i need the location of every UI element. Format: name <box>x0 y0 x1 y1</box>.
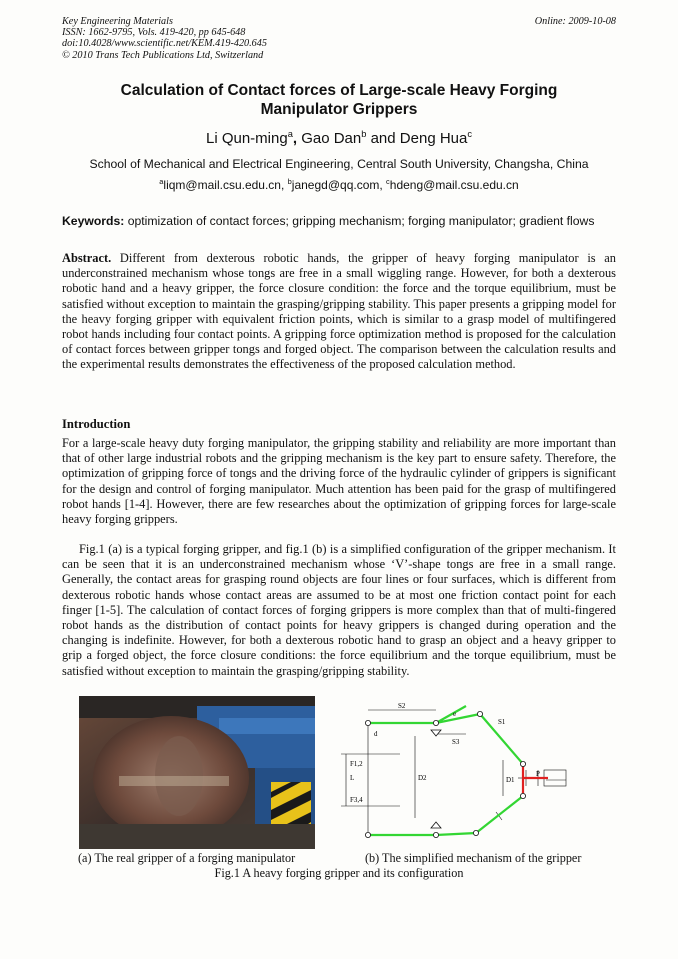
email-2: janegd@qq.com, <box>291 178 387 192</box>
intro-paragraph-1: For a large-scale heavy duty forging manipulator, the gripping stability and reliability are more important than that of other large industrial robots and the gripping mechanism is the key part to ensure safety. Therefore, the optimization of gripping force of tongs and the driving force of the hydraulic cylinder of grippers is significant for the design and control of forging manipulator. Much attention has been paid for the grasp of multifingered robot hands [1-4]. However, there are few researches about the optimization of gripping forces for large-scale heavy forging grippers. <box>62 436 616 527</box>
paper-title-line2: Manipulator Grippers <box>260 101 418 118</box>
keywords <box>62 214 622 228</box>
abstract-label: Abstract. <box>62 251 112 265</box>
email-list <box>62 178 616 192</box>
label-f12: F1,2 <box>350 760 363 768</box>
author-list: Li Qun-ming$^a$, Gao Dan$^b$ and Deng Hua$^c$ <box>205 129 472 147</box>
label-e: e <box>453 710 457 718</box>
gripper-mechanism-diagram <box>338 696 616 849</box>
email-3: hdeng@mail.csu.edu.cn <box>389 178 519 192</box>
label-s1: S1 <box>498 718 506 726</box>
intro-paragraph-2: Fig.1 (a) is a typical forging gripper, and fig.1 (b) is a simplified configuration of the gripper mechanism. It can be seen that it is an underconstrained mechanism whose ‘V’-shape tongs are free in a small range. Generally, the contact areas for grasping round objects are four lines or four surfaces, which is different from dexterous robotic hands whose contact areas are assumed to be at most one friction contact point for each finger [1-5]. The calculation of contact forces of forging grippers is more complex than that of multi-fingered robot hands as the distribution of contact points for heavy grippers is changed during operation and the changing is indefinite. However, for both a dexterous robotic hand to grasp an object and a heavy gripper to grip a forged object, the force closure conditions: the force equilibrium and the torque equilibrium, must be satisfied without exception to maintain the grasping/gripping stability. <box>62 542 616 678</box>
gripper-photo <box>79 696 315 849</box>
pivot-bottom-icon <box>431 822 441 828</box>
author-3-sup: c <box>467 129 472 139</box>
author-1-sup: a <box>287 129 293 139</box>
paper-title-line1: Calculation of Contact forces of Large-scale Heavy Forging <box>120 82 558 99</box>
abstract <box>62 251 616 373</box>
caption-a: (a) The real gripper of a forging manipulator <box>78 851 296 865</box>
keywords-label: Keywords: <box>62 214 125 228</box>
label-s3: S3 <box>452 738 460 746</box>
email-1: liqm@mail.csu.edu.cn, <box>163 178 288 192</box>
caption-b: (b) The simplified mechanism of the gripper <box>365 851 582 865</box>
gripper-mechanism-svg <box>338 696 616 849</box>
journal-header <box>62 16 616 61</box>
paper-title <box>62 81 616 119</box>
pivot-top-icon <box>431 730 441 736</box>
affiliation: School of Mechanical and Electrical Engineering, Central South University, Changsha, China <box>89 157 589 171</box>
author-2: Gao Dan <box>301 130 362 147</box>
journal-issn: ISSN: 1662-9795, Vols. 419-420, pp 645-648 <box>62 27 246 39</box>
label-d: d <box>374 730 378 738</box>
journal-name: Key Engineering Materials <box>62 16 173 27</box>
figure-caption: Fig.1 A heavy forging gripper and its configuration <box>214 866 464 880</box>
label-f34: F3,4 <box>350 796 363 804</box>
email-1-sup: a <box>159 177 164 186</box>
label-s2: S2 <box>398 702 406 710</box>
email-2-sup: b <box>287 177 292 186</box>
label-p: P <box>536 770 540 778</box>
section-heading-introduction: Introduction <box>62 417 131 431</box>
joints <box>365 711 525 837</box>
label-L: L <box>350 774 355 782</box>
journal-doi: doi:10.4028/www.scientific.net/KEM.419-420.645 <box>62 38 267 50</box>
email-3-sup: c <box>386 177 390 186</box>
online-date: Online: 2009-10-08 <box>534 16 616 27</box>
label-d1: D1 <box>506 776 515 784</box>
journal-copyright: © 2010 Trans Tech Publications Ltd, Switzerland <box>62 49 264 61</box>
author-3: Deng Hua <box>399 130 468 147</box>
abstract-text: Different from dexterous robotic hands, the gripper of heavy forging manipulator is an underconstrained mechanism whose tongs are free in a small wiggling range. However, for both a dexterous robotic hand and a heavy gripper, the force closure condition: the force and the torque equilibrium, must be satisfied without exception to maintain the grasping/gripping stability. This paper presents a gripping model for the heavy forging gripper with equivalent friction points, which is similar to a grasp model of multifingered robot hands including four contact points. A gripping force optimization method is proposed for the calculation of contact forces between gripper tongs and forged object. The comparison between the calculation results and the experimental results demonstrates the effectiveness of the proposed calculation method. <box>62 251 616 372</box>
label-d2: D2 <box>418 774 427 782</box>
gripper-photo-illustration <box>79 696 315 849</box>
author-2-sup: b <box>361 129 367 139</box>
keywords-text: optimization of contact forces; gripping mechanism; forging manipulator; gradient flows <box>124 214 595 228</box>
author-1: Li Qun-ming <box>205 130 288 147</box>
